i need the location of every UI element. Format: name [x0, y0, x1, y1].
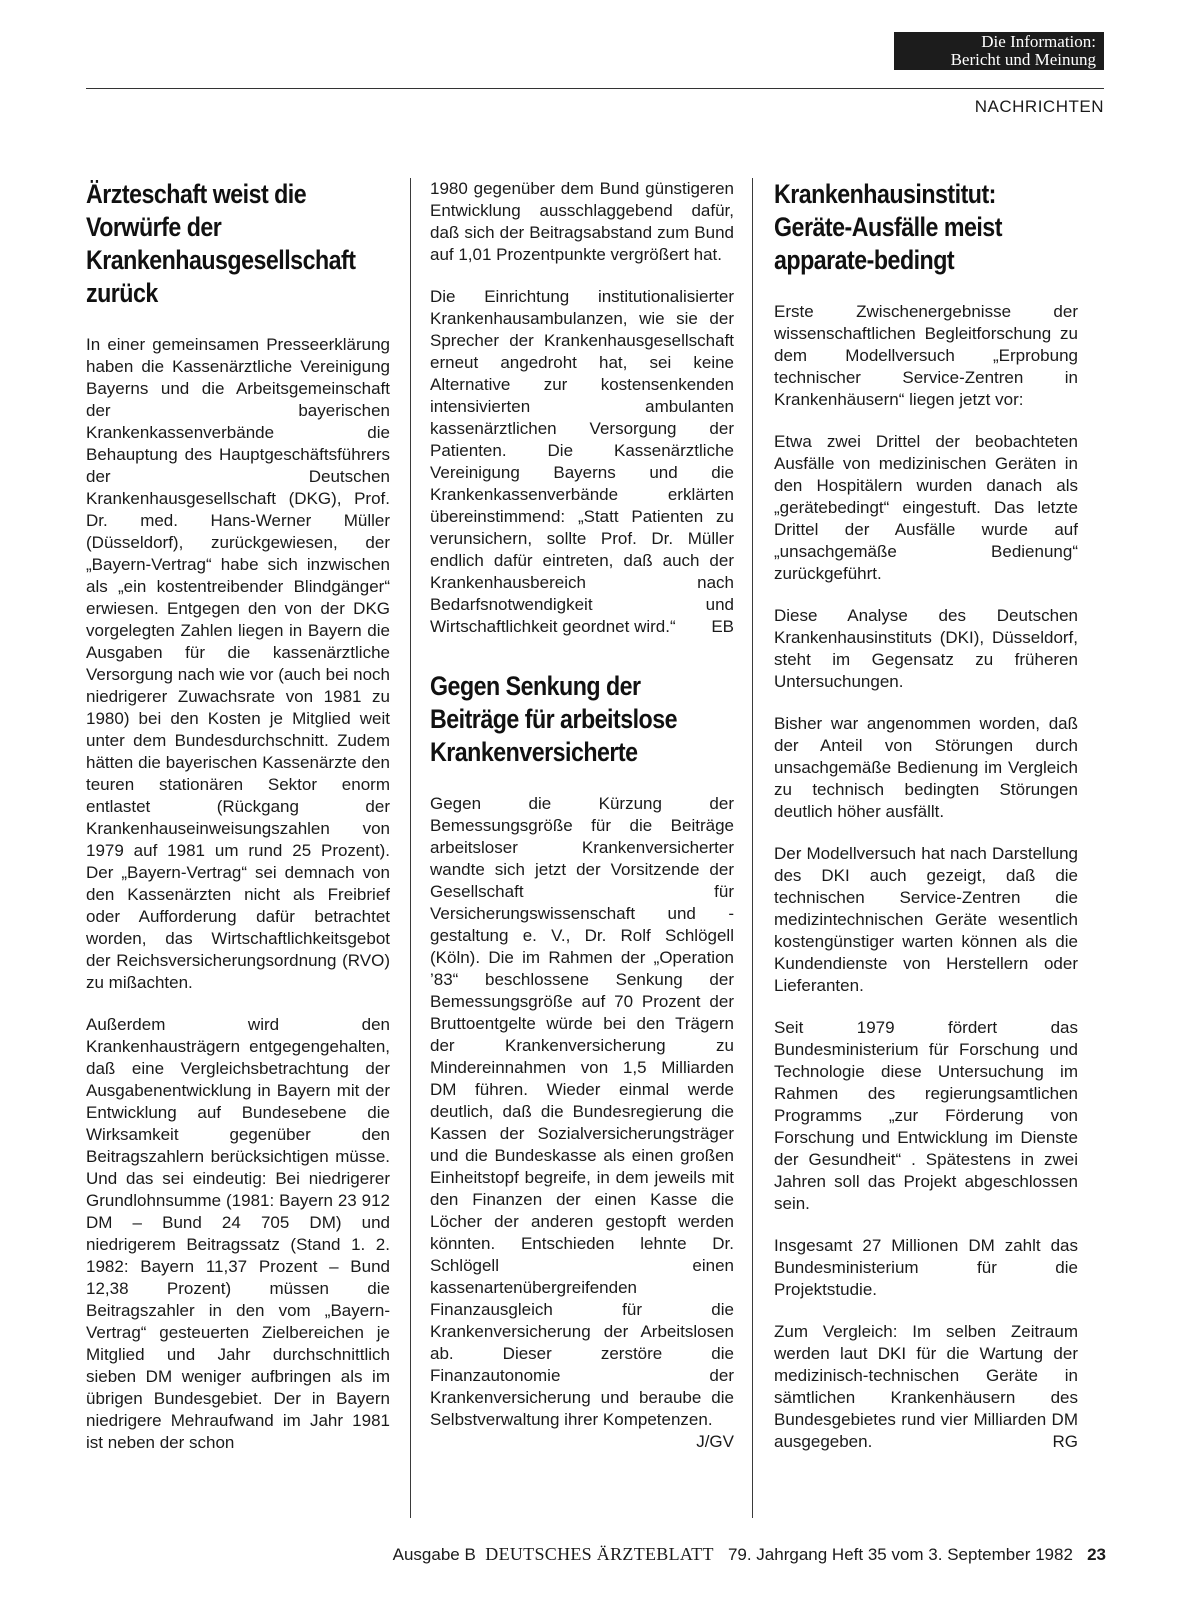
article-2-headline: Gegen Senkung der Beiträge für arbeitslose Krankenversicherte [430, 671, 677, 767]
section-badge-line-1: Die Information: [981, 32, 1096, 51]
column-divider-2 [752, 178, 753, 1518]
section-badge-line-2: Bericht und Meinung [950, 50, 1096, 69]
article-1-signature: EB [711, 617, 734, 636]
article-3-paragraph-2: Etwa zwei Drittel der beobachteten Ausfälle von medizinischen Geräten in den Hospitälern wurden danach als „gerätebedingt“ eingestuft. Das letzte Drittel der Ausfälle wurde auf „unsachgemäße Bedienung“ zurückgeführt. [774, 432, 1078, 583]
article-3-paragraph-5: Der Modellversuch hat nach Darstellung des DKI auch gezeigt, daß die technischen Service-Zentren die medizintechnischen Geräte wesentlich kostengünstiger warten können als die Kundendienste von Herstellern oder Lieferanten. [774, 844, 1078, 995]
footer-issue: 79. Jahrgang Heft 35 vom 3. September 1982 [727, 1545, 1073, 1564]
section-badge [894, 32, 1104, 70]
article-3-paragraph-8 [774, 1321, 1078, 1453]
column-3 [774, 178, 1078, 1473]
page-footer [0, 1544, 1106, 1565]
article-2-paragraph-1-text: Gegen die Kürzung der Bemessungsgröße für die Beiträge arbeitsloser Krankenversicherter wandte sich jetzt der Vorsitzende der Gesellschaft für Versicherungswissenschaft und -gestaltung e. V., Dr. Rolf Schlögell (Köln). Die im Rahmen der „Operation ’83“ beschlossene Senkung der Bemessungsgröße auf 70 Prozent der Bruttoentgelte würde bei den Trägern der Krankenversicherung zu Mindereinnahmen von 1,5 Milliarden DM führen. Wieder einmal werde deutlich, daß die Bundesregierung die Kassen der Sozialversicherungsträger und die Bundeskasse als einen großen Einheitstopf begreife, in dem jeweils mit den Finanzen der einen Kasse die Löcher der anderen gestopft werden könnten. Entschieden lehnte Dr. Schlögell einen kassenartenübergreifenden Finanzausgleich für die Krankenversicherung der Arbeitslosen ab. Dieser zerstöre die Finanzautonomie der Krankenversicherung und beraube die Selbstverwaltung ihrer Kompetenzen. [430, 794, 734, 1429]
article-3-paragraph-1: Erste Zwischenergebnisse der wissenschaftlichen Begleitforschung zu dem Modellversuch „Erprobung technischer Service-Zentren in Krankenhäusern“ liegen jetzt vor: [774, 302, 1078, 409]
footer-page-number: 23 [1087, 1545, 1106, 1564]
column-1 [86, 178, 390, 1474]
article-1-paragraph-2: Außerdem wird den Krankenhausträgern entgegengehalten, daß eine Vergleichsbetrachtung der Ausgabenentwicklung in Bayern mit der Entwicklung auf Bundesebene die Wirksamkeit gegenüber den Beitragszahlern berücksichtigen müsse. Und das sei eindeutig: Bei niedrigerer Grundlohnsumme (1981: Bayern 23 912 DM – Bund 24 705 DM) und niedrigerem Beitragssatz (Stand 1. 2. 1982: Bayern 11,37 Prozent – Bund 12,38 Prozent) müssen die Beitragszahler in den vom „Bayern-Vertrag“ gesteuerten Zielbereichen je Mitglied und Jahr durchschnittlich sieben DM weniger aufbringen als im übrigen Bundesgebiet. Der in Bayern niedrigere Mehraufwand im Jahr 1981 ist neben der schon [86, 1015, 390, 1452]
footer-edition: Ausgabe B [392, 1545, 476, 1564]
article-1-continuation-2 [430, 286, 734, 638]
article-3-paragraph-6: Seit 1979 fördert das Bundesministerium für Forschung und Technologie diese Untersuchung im Rahmen des regierungsamtlichen Programms „zur Förderung von Forschung und Entwicklung im Dienste der Gesundheit“ . Spätestens in zwei Jahren soll das Projekt abgeschlossen sein. [774, 1018, 1078, 1213]
article-1-continuation-2-text: Die Einrichtung institutionalisierter Krankenhausambulanzen, wie sie der Sprecher der Krankenhausgesellschaft erneut angedroht hat, sei keine Alternative zur kostensenkenden intensivierten ambulanten kassenärztlichen Versorgung der Patienten. Die Kassenärztliche Vereinigung Bayerns und die Krankenkassenverbände erklärten übereinstimmend: „Statt Patienten zu verunsichern, sollte Prof. Dr. Müller endlich dafür eintreten, daß auch der Krankenhausbereich nach Bedarfsnotwendigkeit und Wirtschaftlichkeit geordnet wird.“ [430, 287, 734, 636]
footer-magazine-name: DEUTSCHES ÄRZTEBLATT [485, 1544, 714, 1564]
article-3-paragraph-8-text: Zum Vergleich: Im selben Zeitraum werden laut DKI für die Wartung der medizinisch-technischen Geräte in sämtlichen Krankenhäusern des Bundesgebietes rund vier Milliarden DM ausgegeben. [774, 1322, 1078, 1451]
article-1-continuation-1: 1980 gegenüber dem Bund günstigeren Entwicklung ausschlaggebend dafür, daß sich der Beitragsabstand zum Bund auf 1,01 Prozentpunkte vergrößert hat. [430, 179, 734, 264]
article-1-paragraph-1: In einer gemeinsamen Presseerklärung haben die Kassenärztliche Vereinigung Bayerns und die Arbeitsgemeinschaft der bayerischen Krankenkassenverbände die Behauptung des Hauptgeschäftsführers der Deutschen Krankenhausgesellschaft (DKG), Prof. Dr. med. Hans-Werner Müller (Düsseldorf), zurückgewiesen, der „Bayern-Vertrag“ habe sich inzwischen als „ein kostentreibender Blindgänger“ erwiesen. Entgegen den von der DKG vorgelegten Zahlen liegen in Bayern die Ausgaben für die kassenärztliche Versorgung nach wie vor (auch bei noch niedrigerer Zuwachsrate von 1981 zu 1980) bei den Kosten je Mitglied weit unter dem Bundesdurchschnitt. Zudem hätten die bayerischen Kassenärzte den teuren stationären Sektor enorm entlastet (Rückgang der Krankenhauseinweisungszahlen von 1979 auf 1981 um rund 25 Prozent). Der „Bayern-Vertrag“ sei demnach von den Kassenärzten nicht als Freibrief oder Aufforderung dafür betrachtet worden, das Wirtschaftlichkeitsgebot der Reichsversicherungsordnung (RVO) zu mißachten. [86, 335, 390, 992]
article-2-paragraph-1 [430, 793, 734, 1453]
article-3-signature: RG [1052, 1432, 1078, 1451]
column-2 [430, 178, 734, 1473]
article-1-headline: Ärzteschaft weist die Vorwürfe der Krankenhausgesellschaft zurück [86, 179, 356, 308]
column-divider-1 [410, 178, 411, 1518]
article-3-paragraph-3: Diese Analyse des Deutschen Krankenhausinstituts (DKI), Düsseldorf, steht im Gegensatz zu früheren Untersuchungen. [774, 606, 1078, 691]
article-3-paragraph-4: Bisher war angenommen worden, daß der Anteil von Störungen durch unsachgemäße Bedienung im Vergleich zu technisch bedingten Störungen deutlich höher ausfällt. [774, 714, 1078, 821]
rubric-label: NACHRICHTEN [974, 97, 1104, 116]
article-3-headline: Krankenhausinstitut: Geräte-Ausfälle meist apparate-bedingt [774, 179, 1002, 275]
article-2-signature: J/GV [696, 1432, 734, 1451]
top-rule [86, 88, 1104, 89]
article-3-paragraph-7: Insgesamt 27 Millionen DM zahlt das Bundesministerium für die Projektstudie. [774, 1236, 1078, 1299]
